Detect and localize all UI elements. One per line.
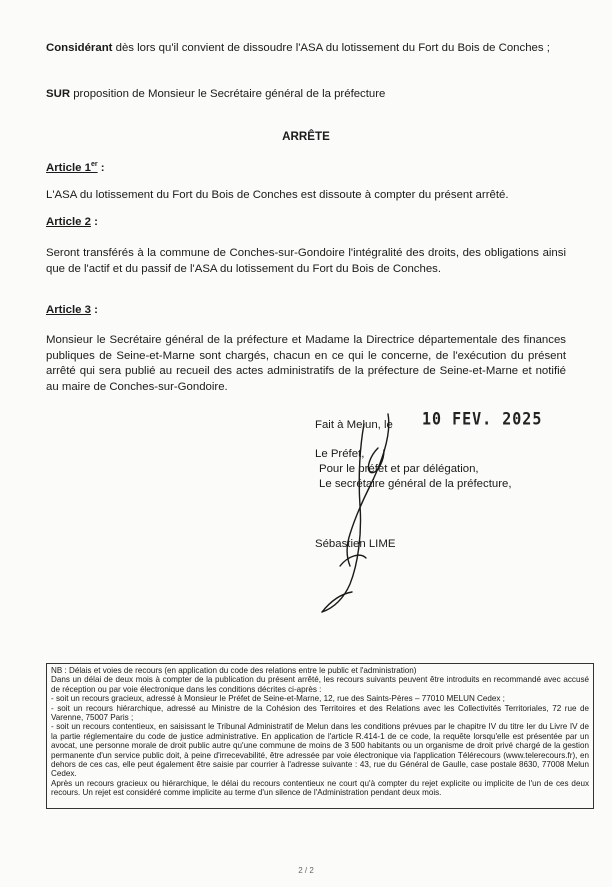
notice-line-3: - soit un recours gracieux, adressé à Monsieur le Préfet de Seine-et-Marne, 12, rue des Saints-Pères – 77010 MELUN Cedex ; xyxy=(51,694,505,704)
appeal-notice-box xyxy=(46,663,594,809)
article-1-label: Article 1 xyxy=(46,161,91,174)
article-2-heading xyxy=(46,215,98,231)
article-2-body: Seront transférés à la commune de Conches-sur-Gondoire l'intégralité des droits, des obligations ainsi que de l'actif et du passif de l'ASA du lotissement du Fort du Bois de Conches. xyxy=(46,247,566,275)
proposition-lead: SUR xyxy=(46,88,71,100)
handwritten-signature xyxy=(300,406,410,621)
article-3-heading xyxy=(46,303,98,319)
article-1-body: L'ASA du lotissement du Fort du Bois de Conches est dissoute à compter du présent arrêté. xyxy=(46,189,509,201)
signature-delegation: Pour le préfet et par délégation, xyxy=(319,463,479,475)
signature-title: Le Préfet, xyxy=(315,448,365,460)
article-1-sup: er xyxy=(90,161,98,168)
article-2-suffix: : xyxy=(90,216,98,228)
decision-title: ARRÊTE xyxy=(282,130,330,143)
article-1-heading xyxy=(46,157,105,176)
page-number: 2 / 2 xyxy=(298,866,314,875)
considerant-paragraph xyxy=(46,41,566,57)
notice-line-2: Dans un délai de deux mois à compter de la publication du présent arrêté, les recours suivants peuvent être introduits en recommandé avec accusé de réception ou par voie électronique dans les conditions décrites ci-après : xyxy=(51,675,589,694)
signature-role: Le secrétaire général de la préfecture, xyxy=(319,478,512,490)
proposition-text: proposition de Monsieur le Secrétaire général de la préfecture xyxy=(70,88,386,100)
notice-line-5: - soit un recours contentieux, en saisissant le Tribunal Administratif de Melun dans les conditions prévues par le chapitre IV du titre Ier du Livre IV de la partie réglementaire du code de justice administrative. En application de l'article R.414-1 de ce code, la requête lorsqu'elle est présentée par un avocat, une personne morale de droit public autre qu'une commune de moins de 3 500 habitants ou un organisme de droit privé chargé de la gestion permanente d'un service public doit, à peine d'irrecevabilité, être adressée par voie électronique via l'application Télérecours (www.telerecours.fr), en dehors de ces cas, elle peut également être saisie par courrier à l'adresse suivante : 43, rue du Général de Gaulle, case postale 8630, 77008 Melun Cedex. xyxy=(51,722,589,779)
article-3-suffix: : xyxy=(90,304,98,316)
proposition-paragraph xyxy=(46,87,566,103)
date-stamp: 10 FEV. 2025 xyxy=(422,408,543,430)
signatory-name: Sébastien LIME xyxy=(315,538,396,550)
notice-line-4: - soit un recours hiérarchique, adressé au Ministre de la Cohésion des Territoires et des Relations avec les Collectivités Territoriales, 72 rue de Varenne, 75007 Paris ; xyxy=(51,703,589,723)
considerant-text: dès lors qu'il convient de dissoudre l'ASA du lotissement du Fort du Bois de Conches ; xyxy=(112,42,550,54)
notice-line-6: Après un recours gracieux ou hiérarchique, le délai du recours contentieux ne court qu'à compter du rejet explicite ou implicite de l'un de ces deux recours. Un rejet est considéré comme implicite au terme d'un silence de l'Administration pendant deux mois. xyxy=(51,778,589,798)
notice-line-1: NB : Délais et voies de recours (en application du code des relations entre le public et l'administration) xyxy=(51,666,417,675)
considerant-lead: Considérant xyxy=(46,42,113,54)
article-3-body: Monsieur le Secrétaire général de la préfecture et Madame la Directrice départementale des finances publiques de Seine-et-Marne sont chargés, chacun en ce qui le concerne, de l'exécution du présent arrêté qui sera publié au recueil des actes administratifs de la préfecture de Seine-et-Marne et notifié au maire de Conches-sur-Gondoire. xyxy=(46,334,566,393)
signature-place: Fait à Melun, le xyxy=(315,419,393,431)
article-1-suffix: : xyxy=(97,161,105,174)
article-3-label: Article 3 xyxy=(46,304,91,316)
article-2-label: Article 2 xyxy=(46,216,91,228)
